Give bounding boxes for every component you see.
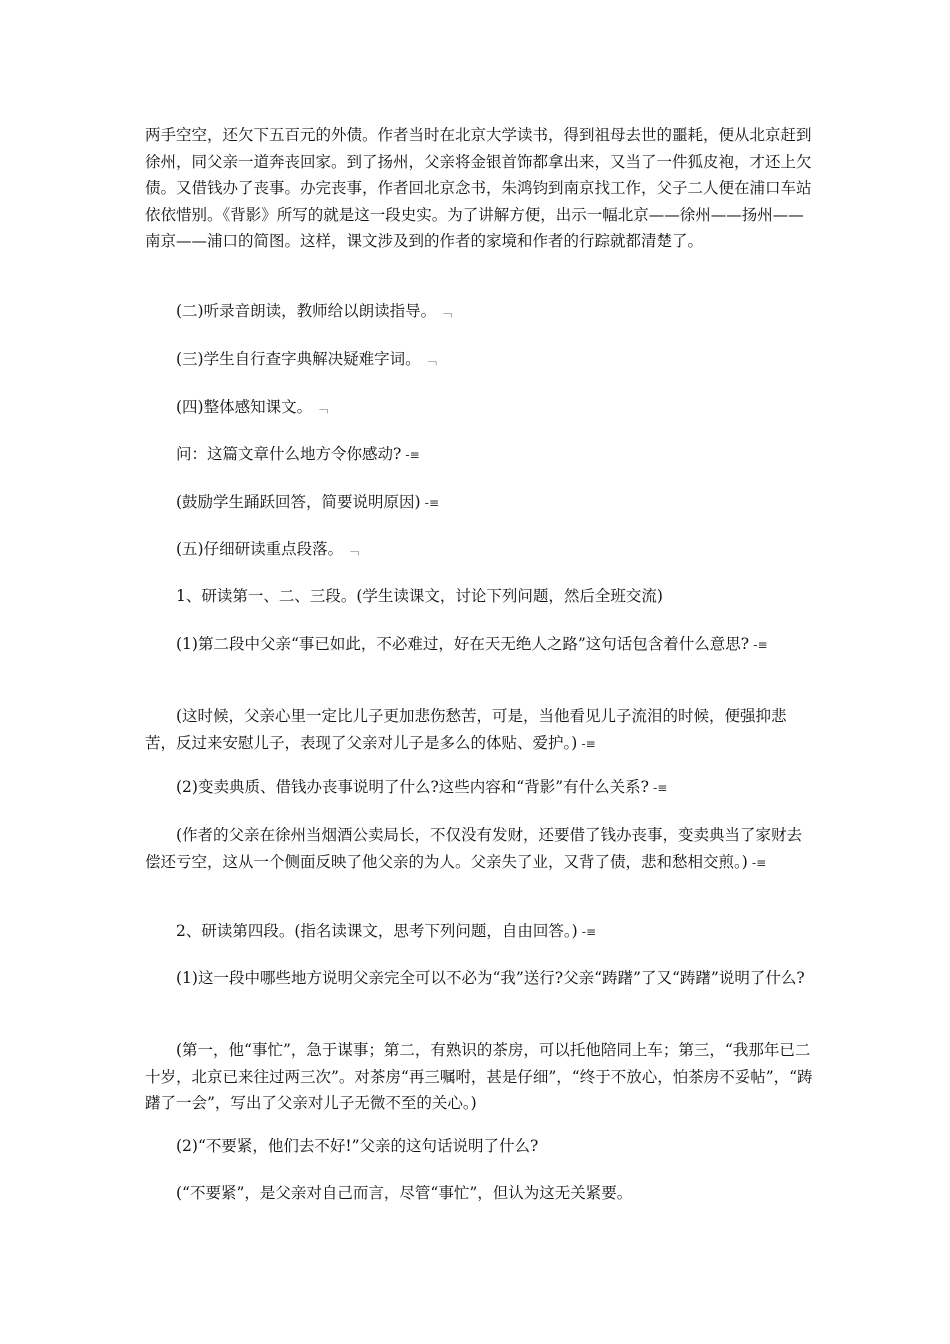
paragraph-encourage bbox=[145, 489, 813, 517]
bracket-mark: ﹁ bbox=[316, 401, 329, 415]
paragraph-text: (2)变卖典质、借钱办丧事说明了什么?这些内容和“背影”有什么关系? bbox=[176, 778, 649, 796]
paragraph-text: 2、研读第四段。(指名读课文，思考下列问题，自由回答。) bbox=[176, 922, 578, 940]
equals-mark: -≡ bbox=[751, 855, 767, 870]
equals-mark: -≡ bbox=[652, 781, 668, 795]
paragraph-question-1-1 bbox=[145, 631, 813, 659]
equals-mark: -≡ bbox=[405, 448, 420, 462]
paragraph-study-1: 1、研读第一、二、三段。(学生读课文，讨论下列问题，然后全班交流) bbox=[176, 587, 663, 605]
paragraph-text: (五)仔细研读重点段落。 bbox=[176, 540, 344, 558]
paragraph-answer-1-2 bbox=[145, 822, 813, 876]
paragraph-background: 两手空空，还欠下五百元的外债。作者当时在北京大学读书，得到祖母去世的噩耗，便从北京赶到徐州，同父亲一道奔丧回家。到了扬州，父亲将金银首饰都拿出来，又当了一件狐皮袍，才还上欠债。又借钱办了丧事。办完丧事，作者回北京念书，朱鸿钧到南京找工作，父子二人便在浦口车站依依惜别。《背影》所写的就是这一段史实。为了讲解方便，出示一幅北京——徐州——扬州——南京——浦口的简图。这样，课文涉及到的作者的家境和作者的行踪就都清楚了。 bbox=[145, 126, 812, 250]
paragraph-question-1-2 bbox=[145, 774, 813, 802]
equals-mark: -≡ bbox=[581, 925, 597, 939]
paragraph-question bbox=[145, 441, 813, 469]
paragraph-text: (这时候，父亲心里一定比儿子更加悲伤愁苦，可是，当他看见儿子流泪的时候，便强抑悲苦，反过来安慰儿子，表现了父亲对儿子是多么的体贴、爱护。) bbox=[145, 707, 787, 752]
paragraph-study-2 bbox=[145, 918, 813, 946]
paragraph-text: (二)听录音朗读，教师给以朗读指导。 bbox=[176, 302, 437, 320]
paragraph-answer-2-2: (“不要紧”，是父亲对自己而言，尽管“事忙”，但认为这无关紧要。 bbox=[176, 1184, 633, 1202]
bracket-mark: ﹁ bbox=[424, 353, 437, 367]
paragraph-text: (作者的父亲在徐州当烟酒公卖局长，不仅没有发财，还要借了钱办丧事，变卖典当了家财去偿还亏空，这从一个侧面反映了他父亲的为人。父亲失了业，又背了债，悲和愁相交煎。) bbox=[145, 826, 803, 871]
paragraph-text: (1)第二段中父亲“事已如此，不必难过，好在天无绝人之路”这句话包含着什么意思? bbox=[176, 635, 750, 653]
paragraph-question-2-2: (2)“不要紧，他们去不好!”父亲的这句话说明了什么? bbox=[176, 1137, 539, 1155]
equals-mark: -≡ bbox=[424, 496, 439, 510]
equals-mark: -≡ bbox=[753, 638, 768, 652]
paragraph-text: (鼓励学生踊跃回答，简要说明原因) bbox=[176, 493, 421, 511]
paragraph-step-4 bbox=[145, 394, 813, 422]
bracket-mark: ﹁ bbox=[440, 305, 453, 319]
paragraph-question-2-1: (1)这一段中哪些地方说明父亲完全可以不必为“我”送行?父亲“踌躇”了又“踌躇”说明了什么? bbox=[176, 969, 805, 987]
paragraph-answer-1-1 bbox=[145, 703, 813, 757]
paragraph-step-2 bbox=[145, 298, 813, 326]
paragraph-text: (四)整体感知课文。 bbox=[176, 398, 313, 416]
paragraph-answer-2-1: (第一，他“事忙”，急于谋事；第二，有熟识的茶房，可以托他陪同上车；第三，“我那年已二十岁，北京已来往过两三次”。对茶房“再三嘱咐，甚是仔细”，“终于不放心，怕茶房不妥帖”，“踌躇了一会”，写出了父亲对儿子无微不至的关心。) bbox=[145, 1041, 813, 1112]
bracket-mark: ﹁ bbox=[347, 543, 360, 557]
paragraph-text: (三)学生自行查字典解决疑难字词。 bbox=[176, 350, 421, 368]
paragraph-step-3 bbox=[145, 346, 813, 374]
paragraph-text: 问：这篇文章什么地方令你感动? bbox=[176, 445, 402, 463]
equals-mark: -≡ bbox=[581, 736, 596, 751]
paragraph-step-5 bbox=[145, 536, 813, 564]
